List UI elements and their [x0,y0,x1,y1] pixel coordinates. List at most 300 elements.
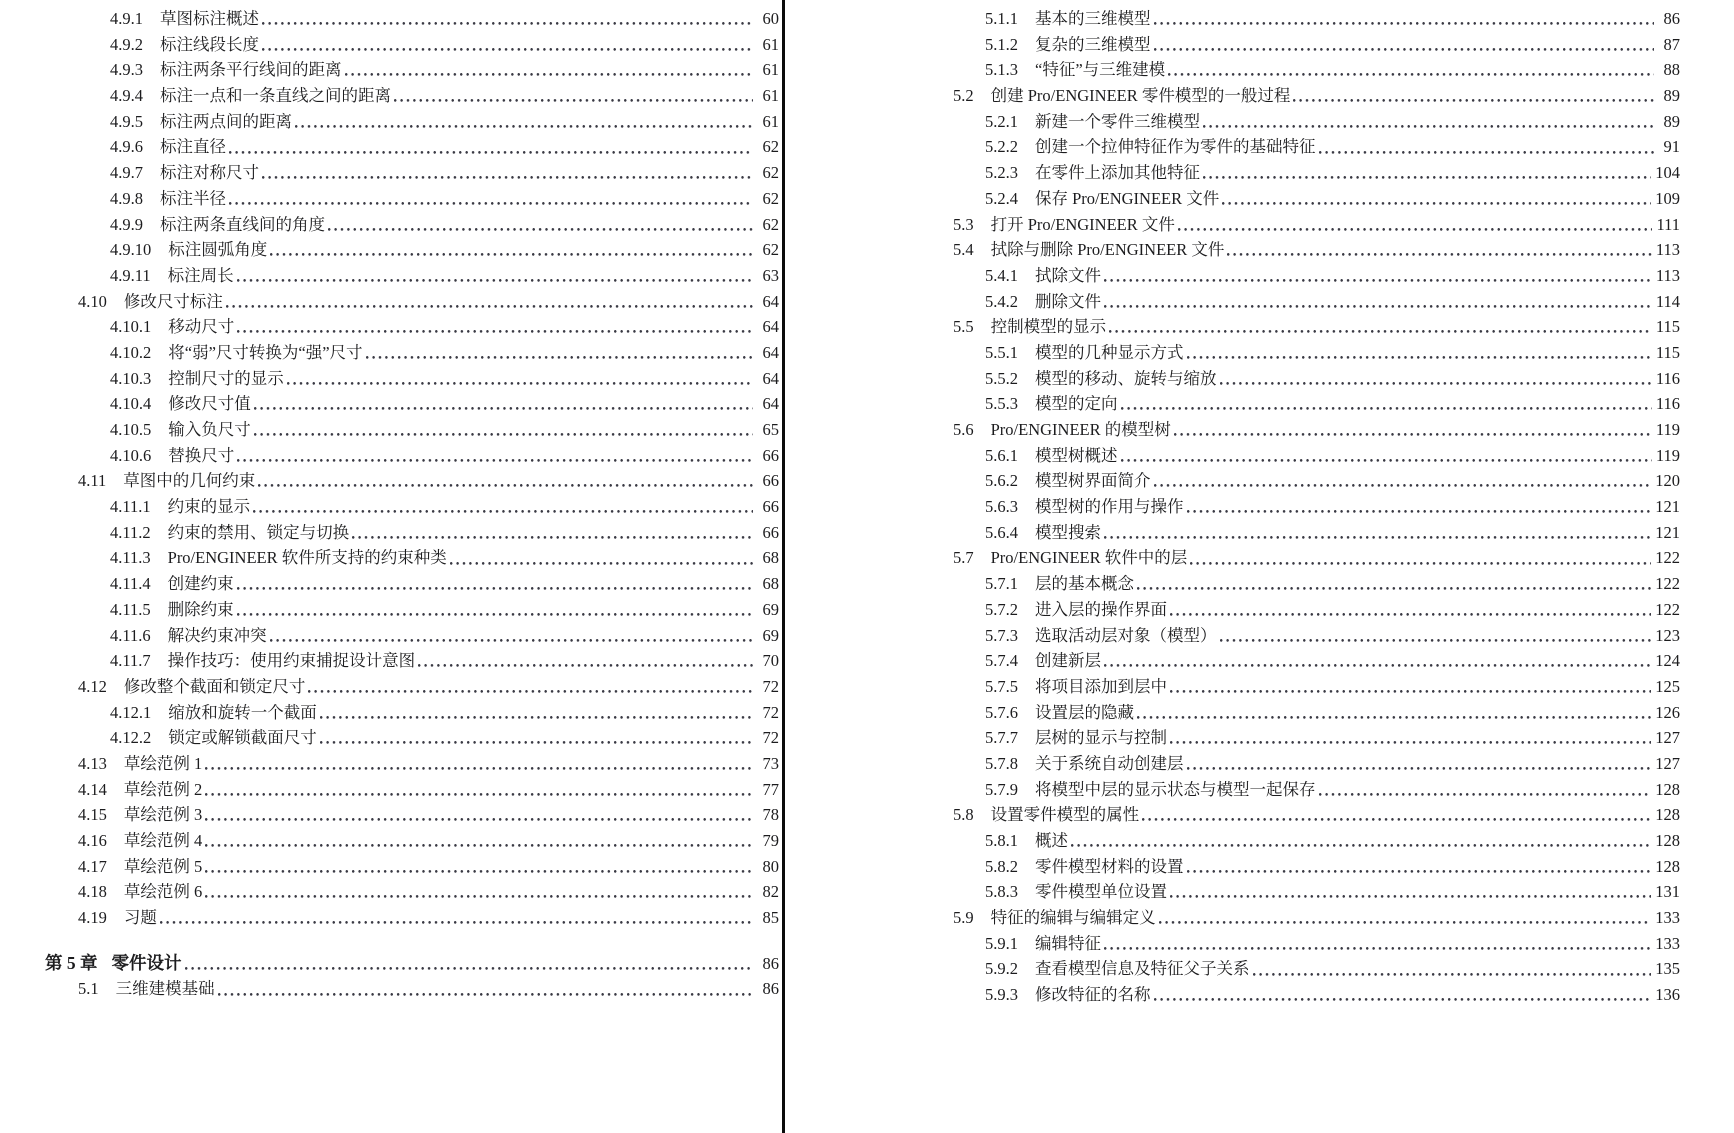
toc-entry-title: 特征的编辑与编辑定义 [990,908,1156,928]
toc-entry [953,597,1680,623]
dot-leader [185,951,754,977]
toc-entry-page: 123 [1655,625,1680,645]
toc-entry-title: 修改尺寸值 [168,394,251,414]
toc-entry-title: 将项目添加到层中 [1035,676,1167,696]
toc-entry-page: 133 [1655,933,1680,953]
toc-entry-page: 133 [1655,908,1680,928]
toc-entry [45,828,779,854]
toc-entry-page: 64 [762,317,779,337]
toc-entry-page: 111 [1656,214,1680,234]
toc-entry-title: “特征”与三维建模 [1035,60,1166,80]
toc-entry-number: 4.11.5 [110,599,151,619]
toc-entry-page: 128 [1655,779,1680,799]
toc-entry-page: 82 [762,882,779,902]
dot-leader [226,289,753,315]
toc-entry-number: 4.11 [78,471,107,491]
dot-leader [270,623,753,649]
toc-entry-page: 86 [762,979,779,999]
toc-entry-title: 锁定或解锁截面尺寸 [168,728,317,748]
toc-entry-page: 121 [1655,497,1680,517]
toc-entry-number: 5.5.3 [985,394,1018,414]
toc-entry-page: 62 [762,214,779,234]
toc-entry-number: 4.19 [78,908,107,928]
toc-entry-title: 零件模型单位设置 [1035,882,1167,902]
dot-leader [258,468,753,494]
toc-entry-title: 层树的显示与控制 [1035,728,1167,748]
toc-entry-number: 5.6.2 [985,471,1018,491]
toc-entry [953,982,1680,1008]
toc-entry [45,212,779,238]
toc-entry-title: 模型树的作用与操作 [1035,497,1184,517]
dot-leader [1104,520,1651,546]
toc-entry [45,571,779,597]
dot-leader [1104,648,1651,674]
toc-entry-title: 设置层的隐藏 [1035,702,1134,722]
toc-entry-title: 草绘范例 5 [123,856,203,876]
toc-entry-title: 模型的几种显示方式 [1035,342,1184,362]
toc-entry-title: 进入层的操作界面 [1035,599,1167,619]
toc-entry [45,468,779,494]
toc-entry-title: 概述 [1035,831,1068,850]
toc-entry-page: 119 [1655,445,1680,465]
toc-entry-number: 4.11.7 [110,651,151,671]
toc-entry-page: 63 [762,265,779,285]
toc-entry-page: 65 [762,420,779,439]
dot-leader [1203,109,1654,135]
toc-entry-page: 125 [1655,676,1680,696]
toc-entry-number: 5.8.3 [985,882,1018,902]
dot-leader [1104,289,1652,315]
toc-entry [953,674,1680,700]
toc-entry [953,391,1680,417]
toc-entry [953,751,1680,777]
toc-entry-page: 60 [762,9,779,28]
toc-entry-title: 删除约束 [167,599,234,619]
toc-entry-page: 61 [762,86,779,106]
toc-entry-number: 5.5.2 [985,368,1018,388]
toc-entry-number: 4.10 [78,291,107,311]
dot-leader [1174,417,1652,443]
toc-entry-number: 5.1 [78,979,99,999]
toc-entry-page: 85 [762,908,779,928]
toc-entry-title: 修改整个截面和锁定尺寸 [123,676,306,696]
dot-leader [345,57,754,83]
toc-entry-number: 4.10.4 [110,394,152,414]
toc-entry [45,648,779,674]
toc-entry [953,828,1680,854]
toc-entry-page: 122 [1655,574,1680,594]
toc-entry-title: 标注线段长度 [160,34,259,54]
toc-entry-number: 5.6.4 [985,522,1018,542]
toc-entry-title: 模型搜索 [1035,522,1101,542]
toc-entry-page: 116 [1655,368,1680,388]
toc-entry [45,520,779,546]
toc-entry-number: 5.7.9 [985,779,1018,799]
toc-entry-title: 模型树概述 [1035,445,1118,465]
toc-entry-page: 128 [1655,805,1680,825]
toc-entry-page: 80 [762,856,779,876]
dot-leader [1178,212,1653,238]
dot-leader [1187,751,1652,777]
dot-leader [1220,366,1652,392]
toc-entry [45,725,779,751]
toc-entry-number: 4.9.2 [110,34,143,54]
toc-entry [953,109,1680,135]
toc-entry [953,57,1680,83]
dot-leader [1222,186,1651,212]
toc-entry [953,443,1680,469]
toc-entry-title: 移动尺寸 [168,317,235,337]
toc-entry-number: 5.1.1 [985,9,1018,28]
toc-entry-title: 标注两条直线间的角度 [160,214,325,234]
toc-entry-number: 4.17 [78,856,107,876]
toc-entry-page: 62 [762,163,779,183]
toc-entry-title: 新建一个零件三维模型 [1035,111,1200,131]
toc-entry [953,263,1680,289]
toc-entry-number: 4.10.1 [110,317,152,337]
toc-entry [953,212,1680,238]
toc-entry [953,905,1680,931]
toc-entry-page: 62 [762,240,779,260]
toc-entry-number: 4.11.1 [110,497,151,517]
toc-entry-number: 4.9.8 [110,188,143,208]
dot-leader [418,648,753,674]
toc-entry [953,6,1680,32]
toc-entry-page: 89 [1663,86,1680,106]
dot-leader [1187,854,1652,880]
toc-entry-title: 草图标注概述 [160,9,259,28]
dot-leader [205,854,753,880]
toc-entry-page: 66 [762,522,779,542]
toc-entry [45,109,779,135]
toc-entry-page: 124 [1655,651,1680,671]
dot-leader [1154,6,1655,32]
dot-leader [1137,571,1651,597]
dot-leader [295,109,753,135]
toc-entry-title: 输入负尺寸 [168,420,251,439]
toc-entry-number: 4.11.2 [110,522,151,542]
toc-entry [953,545,1680,571]
dot-leader [366,340,753,366]
dot-leader [237,314,753,340]
toc-entry-title: 标注半径 [160,188,226,208]
toc-entry-page: 116 [1655,394,1680,414]
dot-leader [1227,237,1651,263]
toc-entry-number: 5.7.8 [985,753,1018,773]
toc-entry-number: 5.8 [953,805,974,825]
toc-entry-page: 136 [1655,985,1680,1005]
toc-entry-title: 拭除文件 [1035,265,1101,285]
toc-entry-number: 4.15 [78,805,107,825]
toc-entry-number: 4.9.11 [110,265,151,285]
dot-leader [262,6,753,32]
dot-leader [237,443,753,469]
toc-entry [953,777,1680,803]
toc-entry-number: 5.1.3 [985,60,1018,80]
toc-entry-title: 在零件上添加其他特征 [1035,163,1200,183]
toc-entry-number: 4.9.6 [110,137,143,157]
toc-entry-title: 复杂的三维模型 [1035,34,1151,54]
toc-entry-title: 查看模型信息及特征父子关系 [1035,959,1250,979]
toc-entry-page: 120 [1655,471,1680,491]
toc-entry-title: 控制模型的显示 [990,317,1107,337]
toc-entry-page: 79 [762,831,779,850]
toc-entry-title: 标注一点和一条直线之间的距离 [160,86,391,106]
toc-entry-number: 4.11.6 [110,625,151,645]
dot-leader [1187,340,1652,366]
toc-entry-page: 64 [762,342,779,362]
toc-entry-title: Pro/ENGINEER 软件所支持的约束种类 [167,548,447,568]
toc-entry [45,186,779,212]
toc-entry [45,905,779,931]
toc-entry [45,237,779,263]
toc-entry [45,700,779,726]
toc-entry [953,802,1680,828]
toc-entry [45,366,779,392]
toc-entry-title: 缩放和旋转一个截面 [168,702,317,722]
toc-entry-number: 5.5 [953,317,974,337]
toc-entry-page: 126 [1655,702,1680,722]
toc-entry-page: 77 [762,779,779,799]
toc-entry [953,648,1680,674]
toc-entry [953,623,1680,649]
dot-leader [328,212,753,238]
dot-leader [262,160,753,186]
toc-entry-page: 128 [1655,856,1680,876]
dot-leader [253,494,753,520]
toc-entry [953,520,1680,546]
dot-leader [1253,956,1652,982]
toc-entry [45,391,779,417]
toc-entry [953,931,1680,957]
toc-entry-page: 72 [762,676,779,696]
toc-entry-number: 4.10.3 [110,368,152,388]
toc-entry-title: 草绘范例 2 [123,779,203,799]
toc-entry-number: 4.11.4 [110,574,151,594]
dot-leader [254,391,753,417]
toc-entry-page: 127 [1655,728,1680,748]
toc-entry-number: 5.9.3 [985,985,1018,1005]
toc-entry [45,417,779,443]
toc-entry-title: 标注两条平行线间的距离 [160,60,342,80]
toc-entry-page: 87 [1663,34,1680,54]
dot-leader [320,700,753,726]
toc-entry-title: 约束的禁用、锁定与切换 [167,522,350,542]
toc-entry [45,494,779,520]
dot-leader [205,751,753,777]
toc-entry [953,314,1680,340]
toc-entry-number: 4.12.1 [110,702,152,722]
dot-leader [308,674,753,700]
toc-entry [45,802,779,828]
toc-entry-title: Pro/ENGINEER 的模型树 [990,420,1171,439]
toc-entry-page: 115 [1655,342,1680,362]
toc-entry [953,879,1680,905]
toc-entry-title: 零件模型材料的设置 [1035,856,1184,876]
toc-entry-title: 草绘范例 1 [123,753,203,773]
dot-leader [229,186,753,212]
toc-entry-title: 模型的定向 [1035,394,1118,414]
page-divider [782,0,785,1133]
dot-leader [1104,263,1652,289]
toc-entry [45,289,779,315]
toc-entry-number: 4.9.10 [110,240,152,260]
toc-entry-title: 层的基本概念 [1035,574,1134,594]
toc-entry [45,160,779,186]
dot-leader [1170,725,1651,751]
toc-entry-page: 115 [1655,317,1680,337]
toc-entry-title: 将模型中层的显示状态与模型一起保存 [1035,779,1316,799]
dot-leader [1203,160,1651,186]
toc-entry-title: 将“弱”尺寸转换为“强”尺寸 [168,342,363,362]
toc-entry-number: 4.14 [78,779,107,799]
toc-entry-title: 草绘范例 3 [123,805,203,825]
toc-entry-title: 修改尺寸标注 [123,291,223,311]
toc-entry-page: 69 [762,599,779,619]
toc-entry [953,468,1680,494]
toc-entry-page: 61 [762,34,779,54]
toc-entry [45,263,779,289]
toc-entry-number: 5.7 [953,548,974,568]
toc-entry-number: 4.9.4 [110,86,143,106]
toc-entry-number: 5.7.6 [985,702,1018,722]
toc-entry-title: 零件设计 [111,952,182,973]
toc-entry-number: 5.8.1 [985,831,1018,850]
toc-entry-number: 5.2 [953,86,974,106]
toc-entry-page: 131 [1655,882,1680,902]
dot-leader [205,828,753,854]
toc-entry [45,314,779,340]
toc-entry-page: 121 [1655,522,1680,542]
toc-entry-title: 标注直径 [160,137,226,157]
toc-entry-title: 保存 Pro/ENGINEER 文件 [1035,188,1220,208]
toc-entry [953,571,1680,597]
toc-entry [45,545,779,571]
toc-entry-title: 打开 Pro/ENGINEER 文件 [990,214,1175,234]
toc-entry-number: 5.2.2 [985,137,1018,157]
dot-leader [1170,674,1651,700]
dot-leader [1142,802,1651,828]
toc-entry-page: 128 [1655,831,1680,850]
toc-entry-title: 设置零件模型的属性 [990,805,1140,825]
toc-entry-number: 5.6.1 [985,445,1018,465]
toc-entry-page: 66 [762,471,779,491]
dot-leader [1190,545,1651,571]
toc-entry-title: 关于系统自动创建层 [1035,753,1184,773]
dot-leader [1071,828,1651,854]
toc-entry [953,725,1680,751]
toc-entry-number: 5.3 [953,214,974,234]
toc-entry-title: 标注两点间的距离 [160,111,292,131]
toc-entry-title: 草绘范例 4 [123,831,203,850]
toc-entry-number: 5.1.2 [985,34,1018,54]
toc-entry-number: 5.7.2 [985,599,1018,619]
dot-leader [1121,391,1652,417]
dot-leader [1104,931,1651,957]
toc-entry-page: 69 [762,625,779,645]
toc-entry [45,83,779,109]
toc-entry-page: 73 [762,753,779,773]
toc-entry [953,366,1680,392]
dot-leader [1170,597,1651,623]
toc-entry [953,160,1680,186]
dot-leader [450,545,753,571]
toc-entry-title: 操作技巧：使用约束捕捉设计意图 [167,651,416,671]
toc-entry [953,700,1680,726]
dot-leader [237,597,753,623]
toc-entry [45,340,779,366]
toc-entry [953,237,1680,263]
toc-entry [45,777,779,803]
toc-entry-title: 标注圆弧角度 [168,240,268,260]
dot-leader [1121,443,1652,469]
toc-entry-number: 5.2.1 [985,111,1018,131]
toc-entry-number: 4.10.5 [110,420,152,439]
toc-entry-number: 5.7.4 [985,651,1018,671]
toc-entry-title: 解决约束冲突 [167,625,267,645]
toc-entry-number: 5.6.3 [985,497,1018,517]
toc-entry [953,340,1680,366]
toc-entry-page: 89 [1663,111,1680,131]
toc-entry-number: 4.18 [78,882,107,902]
toc-entry [953,186,1680,212]
toc-entry-page: 64 [762,368,779,388]
toc-entry-number: 4.11.3 [110,548,151,568]
toc-entry-page: 86 [762,953,779,973]
toc-entry-page: 113 [1655,265,1680,285]
dot-leader [1137,700,1651,726]
dot-leader [1220,623,1652,649]
toc-entry-page: 86 [1663,9,1680,28]
toc-entry-title: 删除文件 [1035,291,1101,311]
toc-entry-number: 5.4.1 [985,265,1018,285]
dot-leader [1109,314,1652,340]
toc-entry-page: 122 [1655,599,1680,619]
dot-leader [320,725,753,751]
dot-leader [205,879,753,905]
toc-entry [953,417,1680,443]
toc-entry-number: 4.9.5 [110,111,143,131]
dot-leader [229,134,753,160]
dot-leader [1154,468,1652,494]
toc-entry-page: 66 [762,497,779,517]
toc-entry [45,6,779,32]
toc-entry [953,83,1680,109]
toc-entry-number: 4.10.6 [110,445,152,465]
dot-leader [205,802,753,828]
dot-leader [160,905,753,931]
toc-entry-number: 5.9 [953,908,974,928]
toc-entry [953,854,1680,880]
toc-entry [953,134,1680,160]
toc-entry-page: 119 [1655,420,1680,439]
toc-entry-page: 78 [762,805,779,825]
toc-entry-number: 5.7.7 [985,728,1018,748]
toc-entry-title: 习题 [123,908,157,928]
toc-entry-page: 68 [762,548,779,568]
toc-entry-number: 5.2.3 [985,163,1018,183]
toc-entry-page: 61 [762,111,779,131]
toc-entry-page: 113 [1655,240,1680,260]
toc-entry-title: 模型树界面简介 [1035,471,1151,491]
toc-entry-title: 约束的显示 [167,497,251,517]
toc-entry-number: 4.9.1 [110,9,143,28]
toc-entry [953,289,1680,315]
toc-entry-page: 72 [762,702,779,722]
toc-entry-title: 创建新层 [1035,651,1101,671]
toc-entry [45,597,779,623]
toc-left-page [45,6,779,1002]
